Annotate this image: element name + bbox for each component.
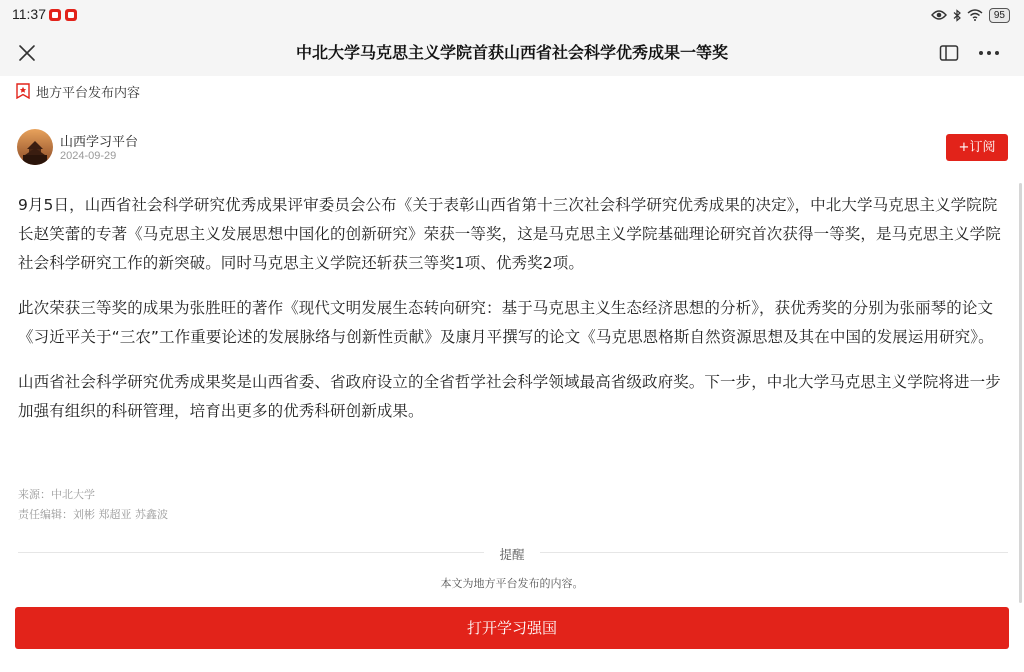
platform-label-row [16,82,140,100]
open-app-button[interactable]: 打开学习强国 [15,607,1009,649]
article-body [18,191,1008,442]
status-icons [931,7,1010,23]
scrollbar[interactable] [1019,183,1022,603]
wifi-icon [967,9,983,21]
close-button[interactable] [14,40,40,66]
platform-label: 地方平台发布内容 [36,85,141,101]
bluetooth-icon [953,9,961,22]
notification-icon [65,9,77,21]
top-bar [0,30,1024,76]
article-editors: 责任编辑：刘彬 郑超亚 苏鑫波 [18,508,168,521]
tower-icon [17,129,53,165]
article-paragraph: 山西省社会科学研究优秀成果奖是山西省委、省政府设立的全省哲学社会科学领域最高省级政府奖。下一步，中北大学马克思主义学院将进一步加强有组织的科研管理，培育出更多的优秀科研创新成果。 [18,373,1001,420]
article-paragraph: 9月5日，山西省社会科学研究优秀成果评审委员会公布《关于表彰山西省第十三次社会科学研究优秀成果的决定》，中北大学马克思主义学院院长赵笑蕾的专著《马克思主义发展思想中国化的创新研究》荣获一等奖，这是马克思主义学院基础理论研究首次获得一等奖，是马克思主义学院社会科学研究工作的新突破。同时马克思主义学院还斩获三等奖1项、优秀奖2项。 [18,196,1001,272]
close-icon [14,40,40,66]
reminder-title: 提醒 [499,547,525,562]
battery-icon: 95 [989,8,1010,23]
article-paragraph: 此次荣获三等奖的成果为张胜旺的著作《现代文明发展生态转向研究：基于马克思主义生态经济思想的分析》，获优秀奖的分别为张丽琴的论文《习近平关于“三农”工作重要论述的发展脉络与创新性贡献》及康月平撰写的论文《马克思恩格斯自然资源思想及其在中国的发展运用研究》。 [18,299,994,346]
avatar[interactable] [17,129,53,165]
more-icon [976,42,1002,64]
publish-date: 2024-09-29 [60,150,117,162]
subscribe-button[interactable]: +订阅 [946,134,1008,161]
status-bar [0,0,1024,30]
badge-icon [16,83,30,99]
article-source: 来源：中北大学 [18,488,95,501]
reader-mode-icon [938,42,960,64]
page-title: 中北大学马克思主义学院首获山西省社会科学优秀成果一等奖 [295,43,728,62]
status-time: 11:37 [12,6,46,22]
reminder-text: 本文为地方平台发布的内容。 [440,577,584,590]
more-button[interactable] [976,42,1002,64]
notification-icon [49,9,61,21]
author-name[interactable]: 山西学习平台 [60,135,139,150]
reader-mode-button[interactable] [938,42,960,64]
eye-icon [931,9,947,21]
